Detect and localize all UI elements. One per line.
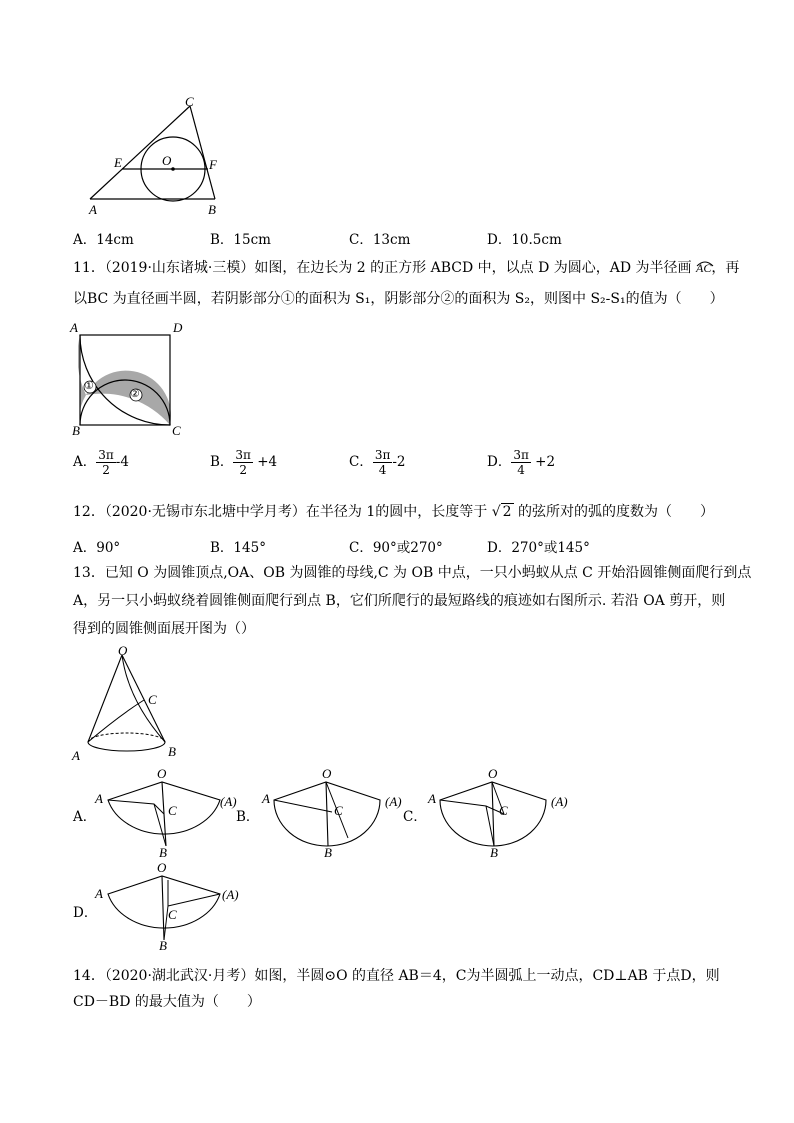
q12-option-a[interactable]: A．90° (73, 540, 121, 556)
q13-a-label-C: C (168, 803, 177, 818)
q10-label-A: A (89, 202, 97, 217)
q10-option-a[interactable]: A．14cm (73, 232, 134, 248)
q11-option-d[interactable]: D． $\frac{3\pi}{4}$ +2 (487, 448, 556, 477)
q13-cone-label-C: C (148, 692, 157, 707)
q13-d-label-B: B (159, 938, 167, 953)
q13-d-label-A: A (95, 886, 103, 901)
q11-option-a[interactable]: A． $\frac{3\pi}{2}$ -4 (73, 448, 129, 477)
q12-sqrt: √ 2 (491, 504, 512, 520)
q11-stem-line2: 以BC 为直径画半圆，若阴影部分①的面积为 S₁，阴影部分②的面积为 S₂，则图中 S₂-S₁的值为（ ） (73, 291, 724, 307)
q10-label-E: E (114, 155, 122, 170)
q13-stem-line3: 得到的圆锥侧面展开图为（） (73, 621, 255, 637)
q13-d-label-C: C (168, 907, 177, 922)
q13-cone-figure (80, 645, 190, 760)
q13-b-label-C: C (334, 803, 343, 818)
q11-label-B: B (72, 423, 80, 438)
q13-option-c-fan[interactable] (434, 778, 554, 848)
q10-label-C: C (185, 94, 194, 109)
q12-stem: 12．（2020·无锡市东北塘中学月考）在半径为 1的圆中，长度等于 √ 2 的弦所对的弧的度数为（ ） (73, 504, 714, 520)
q13-stem-line2: A，另一只小蚂蚁绕着圆锥侧面爬行到点 B，它们所爬行的最短路线的痕迹如右图所示. 若沿 OA 剪开，则 (73, 593, 726, 609)
q13-d-label-O: O (157, 860, 167, 875)
q13-option-d-letter[interactable]: D． (73, 905, 98, 921)
q13-stem-line1: 13．已知 O 为圆锥顶点,OA、OB 为圆锥的母线,C 为 OB 中点，一只小蚂蚁从点 C 开始沿圆锥侧面爬行到点 (73, 565, 752, 581)
q13-cone-label-B: B (168, 744, 176, 759)
q13-a-label-A: A (95, 791, 103, 806)
q13-b-label-B: B (324, 845, 332, 860)
q13-a-label-B: B (159, 845, 167, 860)
q13-c-label-B: B (490, 845, 498, 860)
q11-label-D: D (173, 320, 183, 335)
q10-option-d[interactable]: D．10.5cm (487, 232, 562, 248)
q11-region2-label: ② (130, 387, 140, 400)
q11-option-c[interactable]: C． $\frac{3\pi}{4}$ -2 (349, 448, 406, 477)
q10-option-b[interactable]: B．15cm (210, 232, 271, 248)
q13-c-label-A2: (A) (551, 794, 568, 809)
q13-option-c-letter[interactable]: C． (403, 809, 427, 825)
q13-d-label-A2: (A) (222, 887, 239, 902)
q13-a-label-O: O (157, 766, 167, 781)
q14-stem-line2: CD－BD 的最大值为（ ） (73, 994, 261, 1010)
q13-cone-label-O: O (118, 643, 128, 658)
q12-option-b[interactable]: B．145° (210, 540, 266, 556)
q10-label-F: F (209, 157, 217, 172)
q13-c-label-O: O (488, 766, 498, 781)
q13-option-b-letter[interactable]: B． (236, 809, 260, 825)
q13-a-label-A2: (A) (220, 794, 237, 809)
q11-label-C: C (172, 423, 181, 438)
q12-option-c[interactable]: C．90°或270° (349, 540, 443, 556)
q13-b-label-A2: (A) (385, 794, 402, 809)
q12-option-d[interactable]: D．270°或145° (487, 540, 590, 556)
q11-option-b[interactable]: B． $\frac{3\pi}{2}$ +4 (210, 448, 278, 477)
q13-cone-label-A: A (72, 748, 80, 763)
q13-c-label-C: C (499, 803, 508, 818)
q13-option-d-fan[interactable] (100, 870, 230, 942)
q10-label-B: B (208, 202, 216, 217)
q10-label-O: O (162, 153, 172, 168)
q11-region1-label: ① (84, 379, 94, 392)
q11-stem-line1: 11．（2019·山东诸城·三模）如图，在边长为 2 的正方形 ABCD 中，以点 D 为圆心，AD 为半径画 AC，再 (73, 260, 740, 276)
q11-arc-label: AC (696, 261, 712, 275)
q13-option-b-fan[interactable] (268, 778, 388, 848)
q10-option-c[interactable]: C．13cm (349, 232, 411, 248)
q11-label-A: A (70, 320, 78, 335)
q13-option-a-letter[interactable]: A． (73, 809, 97, 825)
q13-b-label-O: O (322, 766, 332, 781)
q14-stem-line1: 14．（2020·湖北武汉·月考）如图，半圆⊙O 的直径 AB＝4，C为半圆弧上一动点，CD⊥AB 于点D，则 (73, 968, 720, 984)
q13-option-a-fan[interactable] (100, 778, 230, 848)
q13-b-label-A: A (262, 791, 270, 806)
q13-c-label-A: A (428, 791, 436, 806)
